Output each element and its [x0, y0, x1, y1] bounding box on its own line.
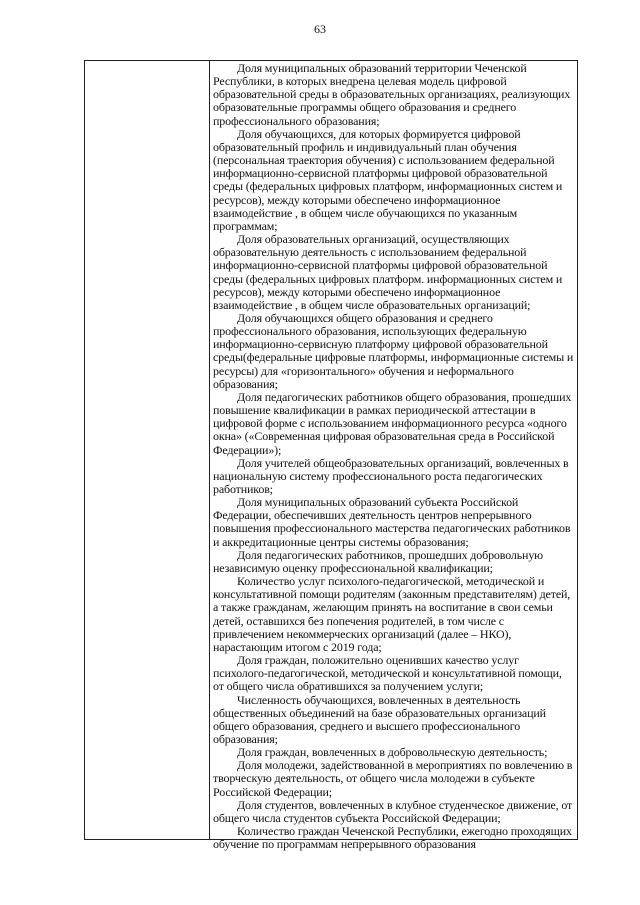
indicator-paragraph: Количество граждан Чеченской Республики, ежегодно проходящих обучение по программам непрерывного образования [213, 824, 572, 852]
indicator-paragraph: Доля муниципальных образований территории Чеченской Республики, в которых внедрена целевая модель цифровой образовательной среды в образовательных организациях, реализующих образовательные программы общего образования и среднего профессионального образования; [213, 61, 571, 128]
table-left-cell [85, 61, 210, 839]
indicator-paragraph: Доля граждан, вовлеченных в добровольческую деятельность; [237, 745, 548, 760]
indicator-paragraph: Доля учителей общеобразовательных организаций, вовлеченных в национальную систему профессионального роста педагогических работников; [213, 455, 569, 496]
indicator-paragraph: Доля педагогических работников общего образования, прошедших повышение квалификации в рамках периодической аттестации в цифровой форме с использованием информационного ресурса «одного окна» («Современная цифровая образовательная среда в Российской Федерации»); [213, 389, 572, 457]
indicator-paragraph: Численность обучающихся, вовлеченных в деятельность общественных объединений на базе образовательных организаций общего образования, среднего и высшего профессионального образования; [213, 692, 546, 746]
indicator-paragraph: Доля граждан, положительно оценивших качество услуг психолого-педагогической, методической и консультативной помощи, от общего числа обратившихся за получением услуги; [213, 653, 562, 694]
table-right-cell [213, 62, 575, 851]
indicator-paragraph: Доля педагогических работников, прошедших добровольную независимую оценку профессиональной квалификации; [213, 547, 543, 575]
indicator-paragraph: Доля обучающихся, для которых формируется цифровой образовательный профиль и индивидуальный план обучения (персональная траектория обучения) с использованием федеральной информационно-сервисной платформы цифровой образовательной среды (федеральных цифровых платформ, информационных систем и ресурсов), между которыми обеспечено информационное взаимодействие , в общем числе обучающихся по указанным программам; [213, 126, 563, 233]
indicator-paragraph: Количество услуг психолого-педагогической, методической и консультативной помощи родителям (законным представителям) детей, а также гражданам, желающим принять на воспитание в свои семьи детей, оставшихся без попечения родителей, в том числе с привлечением некоммерческих организаций (далее – НКО), нарастающим итогом с 2019 года; [213, 574, 571, 654]
indicator-paragraph: Доля муниципальных образований субъекта Российской Федерации, обеспечивших деятельность центров непрерывного повышения профессионального мастерства педагогических работников и аккредитационные центры системы образования; [213, 495, 571, 549]
indicator-paragraph: Доля обучающихся общего образования и среднего профессионального образования, использующих федеральную информационно-сервисную платформу цифровой образовательной среды(федеральные цифровые платформы, информационные системы и ресурсы) для «горизонтального» обучения и неформального образования; [213, 310, 574, 391]
indicator-paragraph: Доля молодежи, задействованной в мероприятиях по вовлечению в творческую деятельность, от общего числа молодежи в субъекте Российской Федерации; [213, 758, 573, 799]
page-number: 63 [314, 22, 326, 36]
indicator-paragraph: Доля студентов, вовлеченных в клубное студенческое движение, от общего числа студентов субъекта Российской Федерации; [213, 797, 573, 825]
indicator-paragraph: Доля образовательных организаций, осуществляющих образовательную деятельность с использованием федеральной информационно-сервисной платформы цифровой образовательной среды (федеральных цифровых платформ. информационных систем и ресурсов), между которыми обеспечено информационное взаимодействие , в общем числе образовательных организаций; [213, 232, 563, 312]
document-table [84, 60, 578, 852]
